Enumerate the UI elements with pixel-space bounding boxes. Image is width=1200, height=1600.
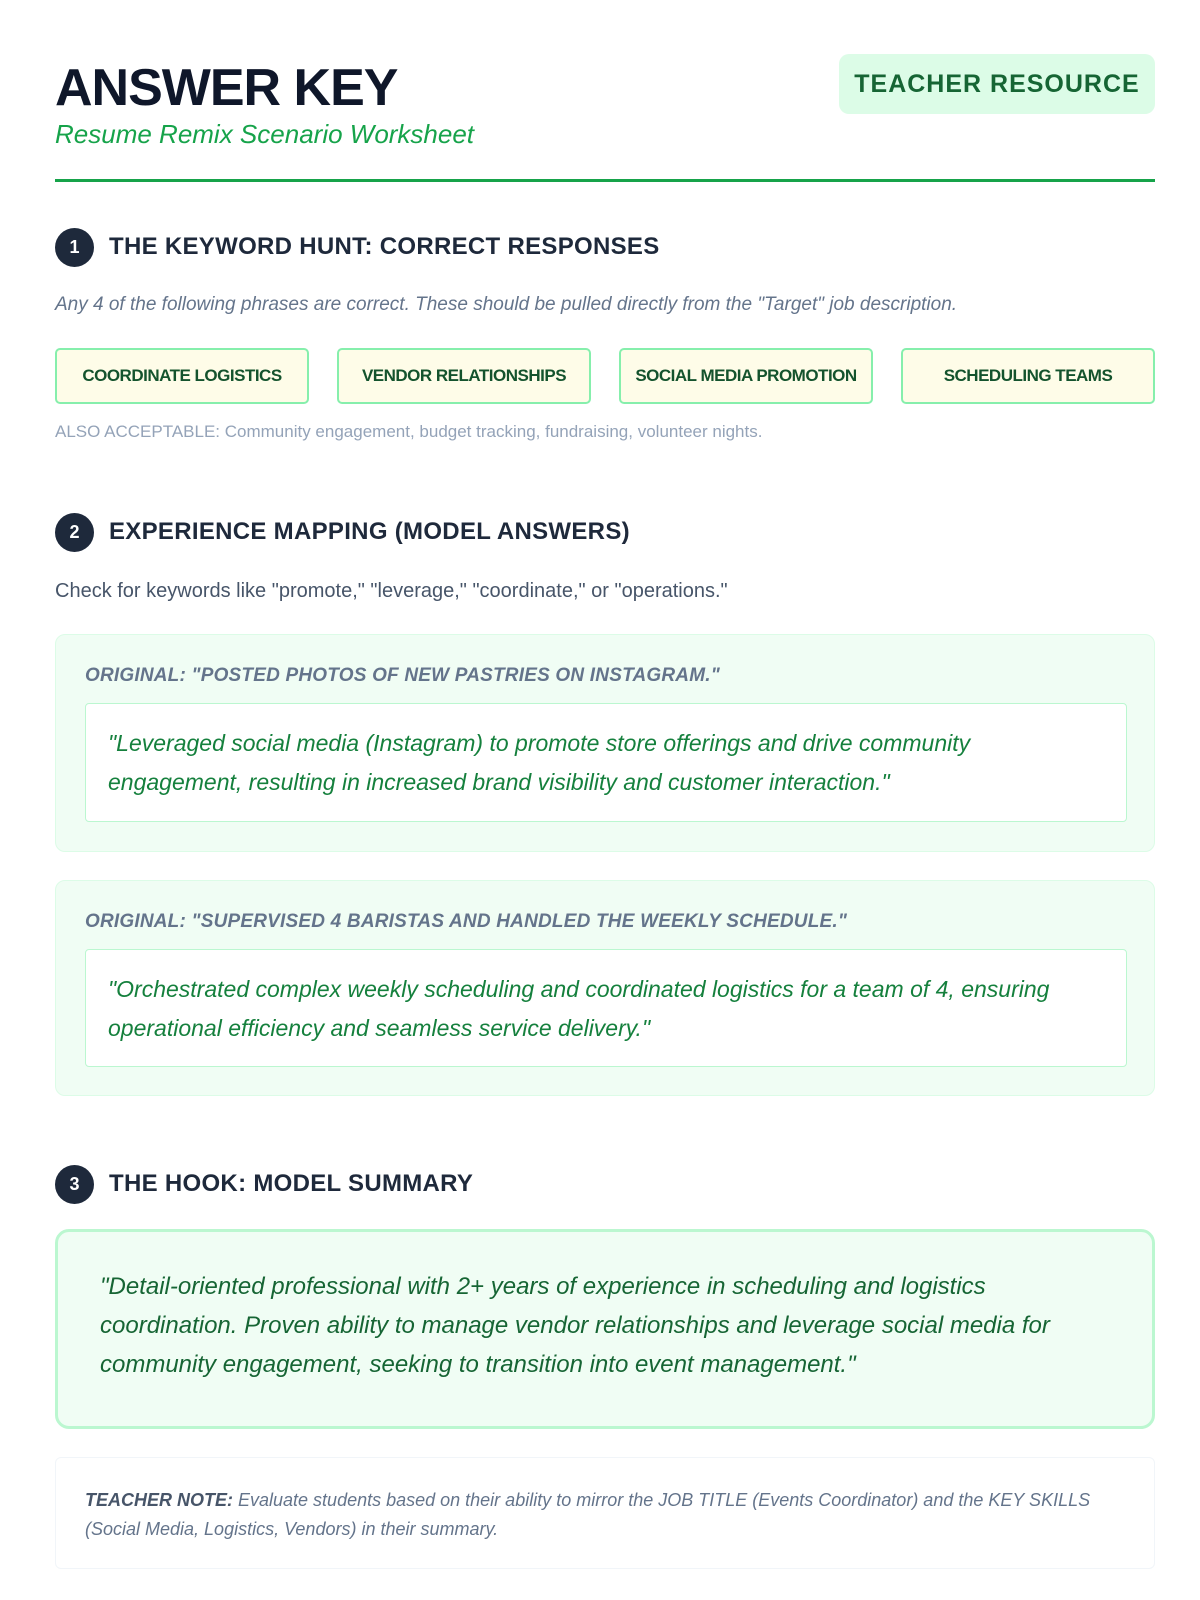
section-3-heading [55, 1164, 473, 1204]
also-acceptable-note: ALSO ACCEPTABLE: Community engagement, budget tracking, fundraising, volunteer nights. [55, 422, 763, 441]
keyword-chip: COORDINATE LOGISTICS [55, 348, 309, 404]
original-bullet: ORIGINAL: "POSTED PHOTOS OF NEW PASTRIES ON INSTAGRAM." [85, 665, 720, 686]
page-header [55, 52, 1155, 182]
section-1-number: 1 [55, 228, 94, 267]
section-2-title: EXPERIENCE MAPPING (MODEL ANSWERS) [109, 518, 630, 545]
experience-mapping-card [55, 880, 1155, 1096]
teacher-note-label: TEACHER NOTE: [85, 1490, 233, 1510]
teacher-note-text: Evaluate students based on their ability to mirror the JOB TITLE (Events Coordinator) and the KEY SKILLS (Social Media, Logistics, Vendors) in their summary. [85, 1490, 1091, 1539]
answer-key-page [55, 0, 1155, 1600]
model-summary: "Detail-oriented professional with 2+ years of experience in scheduling and logistics coordination. Proven ability to manage vendor relationships and leverage social media for community engagement, seeking to transition into event management." [55, 1229, 1155, 1429]
keyword-chip: VENDOR RELATIONSHIPS [337, 348, 591, 404]
model-rewrite: "Leveraged social media (Instagram) to promote store offerings and drive community engagement, resulting in increased brand visibility and customer interaction." [85, 703, 1127, 822]
section-1-title: THE KEYWORD HUNT: CORRECT RESPONSES [109, 233, 660, 260]
section-2-number: 2 [55, 513, 94, 552]
experience-mapping-card [55, 634, 1155, 852]
model-rewrite: "Orchestrated complex weekly scheduling and coordinated logistics for a team of 4, ensuring operational efficiency and seamless service delivery." [85, 949, 1127, 1067]
teacher-note [55, 1457, 1155, 1569]
section-3-number: 3 [55, 1165, 94, 1204]
section-1-heading [55, 227, 660, 267]
keyword-chip: SOCIAL MEDIA PROMOTION [619, 348, 873, 404]
keyword-list [55, 348, 1155, 404]
original-bullet: ORIGINAL: "SUPERVISED 4 BARISTAS AND HANDLED THE WEEKLY SCHEDULE." [85, 911, 848, 932]
section-2-instructions: Check for keywords like "promote," "leverage," "coordinate," or "operations." [55, 580, 728, 602]
page-subtitle: Resume Remix Scenario Worksheet [55, 119, 475, 149]
teacher-resource-badge: TEACHER RESOURCE [839, 54, 1155, 114]
section-1-instructions: Any 4 of the following phrases are correct. These should be pulled directly from the "Target" job description. [55, 294, 958, 315]
section-2-heading [55, 512, 630, 552]
page-title: ANSWER KEY [55, 59, 398, 117]
keyword-chip: SCHEDULING TEAMS [901, 348, 1155, 404]
section-3-title: THE HOOK: MODEL SUMMARY [109, 1170, 474, 1197]
